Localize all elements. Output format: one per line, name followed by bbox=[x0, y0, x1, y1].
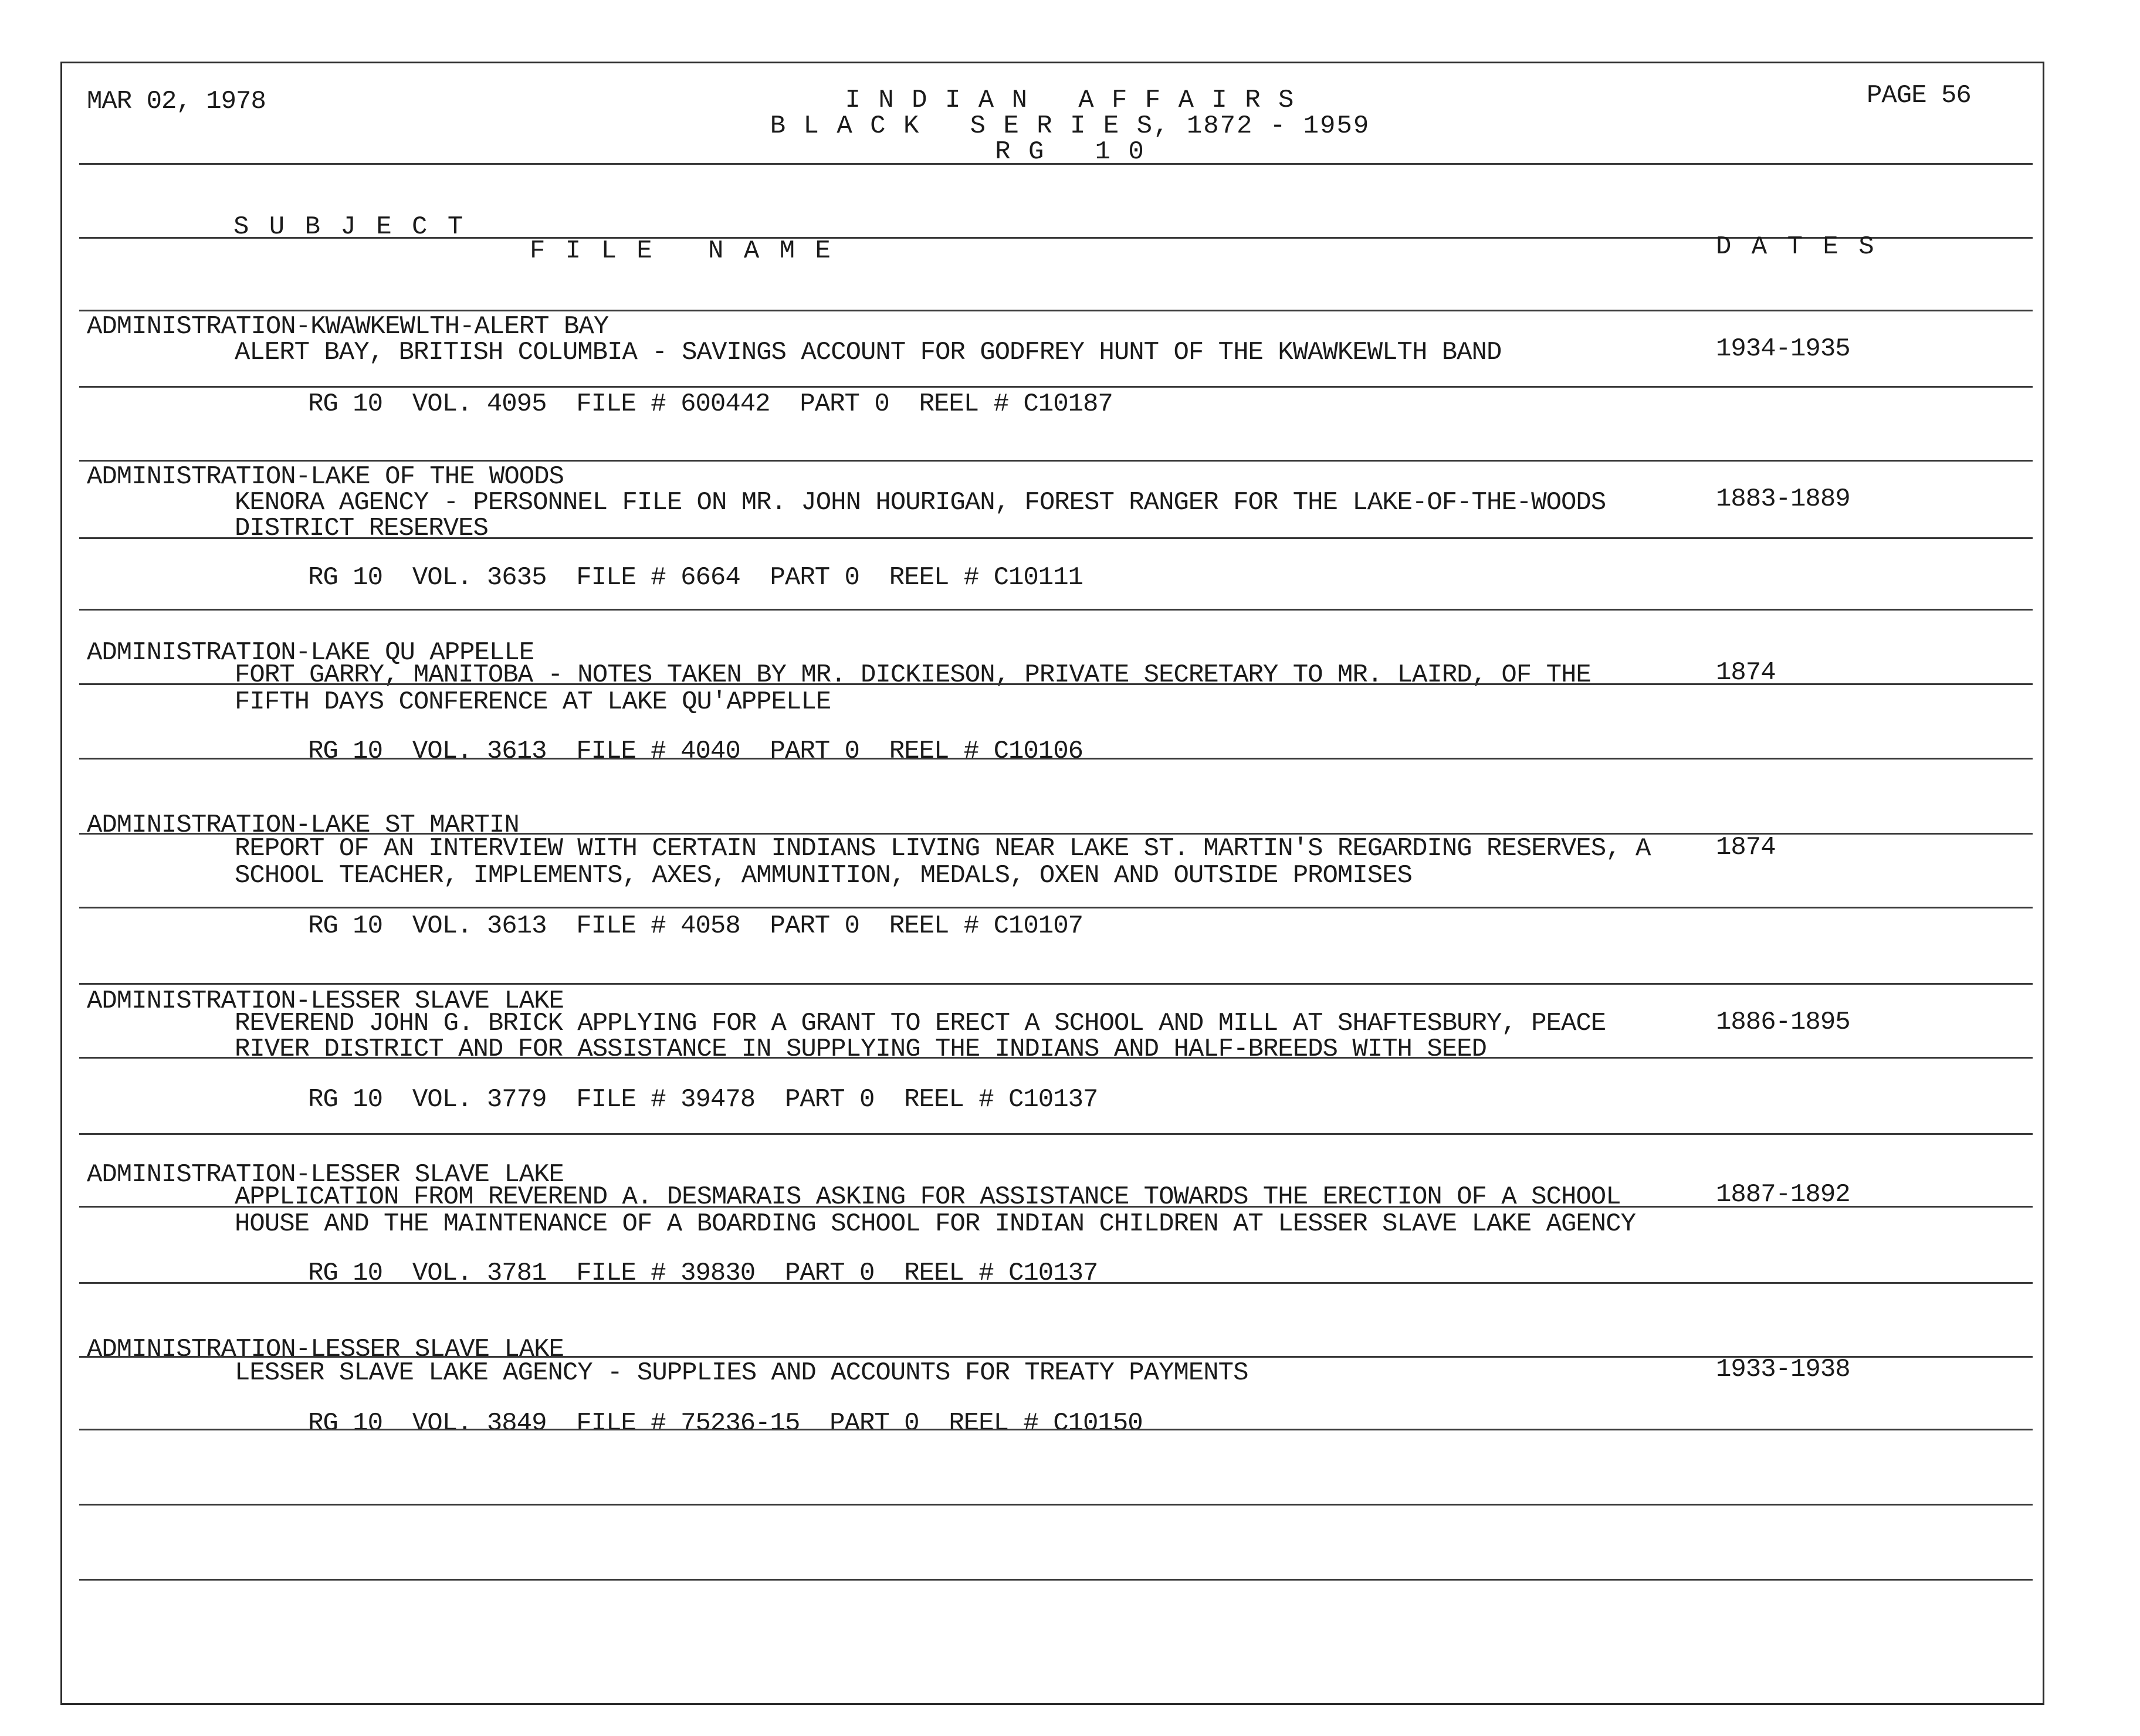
entry-dates: 1933-1938 bbox=[1716, 1355, 1850, 1384]
column-subject: S U B J E C T bbox=[233, 212, 466, 242]
column-dates: D A T E S bbox=[1716, 232, 1877, 262]
entry-dates: 1874 bbox=[1716, 833, 1776, 862]
entry-subject: ADMINISTRATION-KWAWKEWLTH-ALERT BAY bbox=[87, 312, 609, 341]
empty-rule bbox=[79, 1504, 2033, 1506]
entry-subject: ADMINISTRATION-LAKE QU APPELLE bbox=[87, 638, 534, 667]
entry-description: REVEREND JOHN G. BRICK APPLYING FOR A GRANT TO ERECT A SCHOOL AND MILL AT SHAFTESBURY, PEACE bbox=[235, 1009, 1606, 1038]
entry-description: FORT GARRY, MANITOBA - NOTES TAKEN BY MR. DICKIESON, PRIVATE SECRETARY TO MR. LAIRD, OF THE bbox=[235, 660, 1591, 690]
entry-dates: 1934-1935 bbox=[1716, 334, 1850, 364]
entry-reference: RG 10 VOL. 3781 FILE # 39830 PART 0 REEL # C10137 bbox=[308, 1259, 1098, 1288]
entry-rule bbox=[79, 1133, 2033, 1135]
entry-description: FIFTH DAYS CONFERENCE AT LAKE QU'APPELLE bbox=[235, 687, 831, 717]
entry-reference: RG 10 VOL. 3849 FILE # 75236-15 PART 0 REEL # C10150 bbox=[308, 1409, 1143, 1438]
report-title: I N D I A N A F F A I R S bbox=[845, 86, 1295, 115]
entry-description: HOUSE AND THE MAINTENANCE OF A BOARDING SCHOOL FOR INDIAN CHILDREN AT LESSER SLAVE LAKE AGENCY bbox=[235, 1209, 1636, 1239]
entry-subject: ADMINISTRATION-LESSER SLAVE LAKE bbox=[87, 1160, 564, 1189]
report-subtitle: B L A C K S E R I E S, 1872 - 1959 bbox=[770, 111, 1370, 141]
entry-rule bbox=[79, 1282, 2033, 1284]
entry-reference: RG 10 VOL. 3613 FILE # 4040 PART 0 REEL # C10106 bbox=[308, 737, 1083, 766]
record-group: R G 1 0 bbox=[995, 137, 1145, 167]
column-rule-2 bbox=[79, 310, 2033, 311]
header-rule bbox=[79, 163, 2033, 165]
entry-description: KENORA AGENCY - PERSONNEL FILE ON MR. JOHN HOURIGAN, FOREST RANGER FOR THE LAKE-OF-THE-WOODS bbox=[235, 488, 1606, 517]
entry-subject: ADMINISTRATION-LAKE ST MARTIN bbox=[87, 811, 519, 840]
entry-description: DISTRICT RESERVES bbox=[235, 514, 488, 543]
entry-rule bbox=[79, 386, 2033, 388]
entry-description: ALERT BAY, BRITISH COLUMBIA - SAVINGS ACCOUNT FOR GODFREY HUNT OF THE KWAWKEWLTH BAND bbox=[235, 338, 1502, 367]
entry-rule bbox=[79, 1429, 2033, 1430]
entry-reference: RG 10 VOL. 3613 FILE # 4058 PART 0 REEL # C10107 bbox=[308, 911, 1083, 941]
report-date: MAR 02, 1978 bbox=[87, 87, 266, 116]
entry-description: SCHOOL TEACHER, IMPLEMENTS, AXES, AMMUNITION, MEDALS, OXEN AND OUTSIDE PROMISES bbox=[235, 861, 1412, 890]
page-number: PAGE 56 bbox=[1867, 81, 1971, 110]
entry-dates: 1883-1889 bbox=[1716, 484, 1850, 514]
entry-rule bbox=[79, 1057, 2033, 1059]
entry-reference: RG 10 VOL. 3635 FILE # 6664 PART 0 REEL # C10111 bbox=[308, 563, 1083, 592]
entry-rule bbox=[79, 683, 2033, 685]
entry-dates: 1887-1892 bbox=[1716, 1180, 1850, 1209]
entry-rule bbox=[79, 609, 2033, 611]
entry-rule bbox=[79, 758, 2033, 760]
column-file-name: F I L E N A M E bbox=[530, 236, 833, 266]
empty-rule bbox=[79, 1579, 2033, 1581]
entry-description: LESSER SLAVE LAKE AGENCY - SUPPLIES AND ACCOUNTS FOR TREATY PAYMENTS bbox=[235, 1358, 1248, 1388]
entry-rule bbox=[79, 1206, 2033, 1208]
entry-reference: RG 10 VOL. 3779 FILE # 39478 PART 0 REEL # C10137 bbox=[308, 1085, 1098, 1114]
entry-subject: ADMINISTRATION-LAKE OF THE WOODS bbox=[87, 462, 564, 491]
entry-description: RIVER DISTRICT AND FOR ASSISTANCE IN SUPPLYING THE INDIANS AND HALF-BREEDS WITH SEED bbox=[235, 1035, 1487, 1064]
entry-subject: ADMINISTRATION-LESSER SLAVE LAKE bbox=[87, 1335, 564, 1364]
entry-subject: ADMINISTRATION-LESSER SLAVE LAKE bbox=[87, 986, 564, 1016]
entry-rule bbox=[79, 907, 2033, 908]
entry-description: REPORT OF AN INTERVIEW WITH CERTAIN INDIANS LIVING NEAR LAKE ST. MARTIN'S REGARDING RESERVES, A bbox=[235, 834, 1651, 863]
entry-dates: 1886-1895 bbox=[1716, 1008, 1850, 1037]
entry-description: APPLICATION FROM REVEREND A. DESMARAIS ASKING FOR ASSISTANCE TOWARDS THE ERECTION OF A SCHOOL bbox=[235, 1182, 1621, 1212]
entry-dates: 1874 bbox=[1716, 658, 1776, 687]
entry-rule bbox=[79, 537, 2033, 539]
entry-reference: RG 10 VOL. 4095 FILE # 600442 PART 0 REEL # C10187 bbox=[308, 389, 1113, 419]
entry-rule bbox=[79, 983, 2033, 985]
entry-rule bbox=[79, 460, 2033, 462]
